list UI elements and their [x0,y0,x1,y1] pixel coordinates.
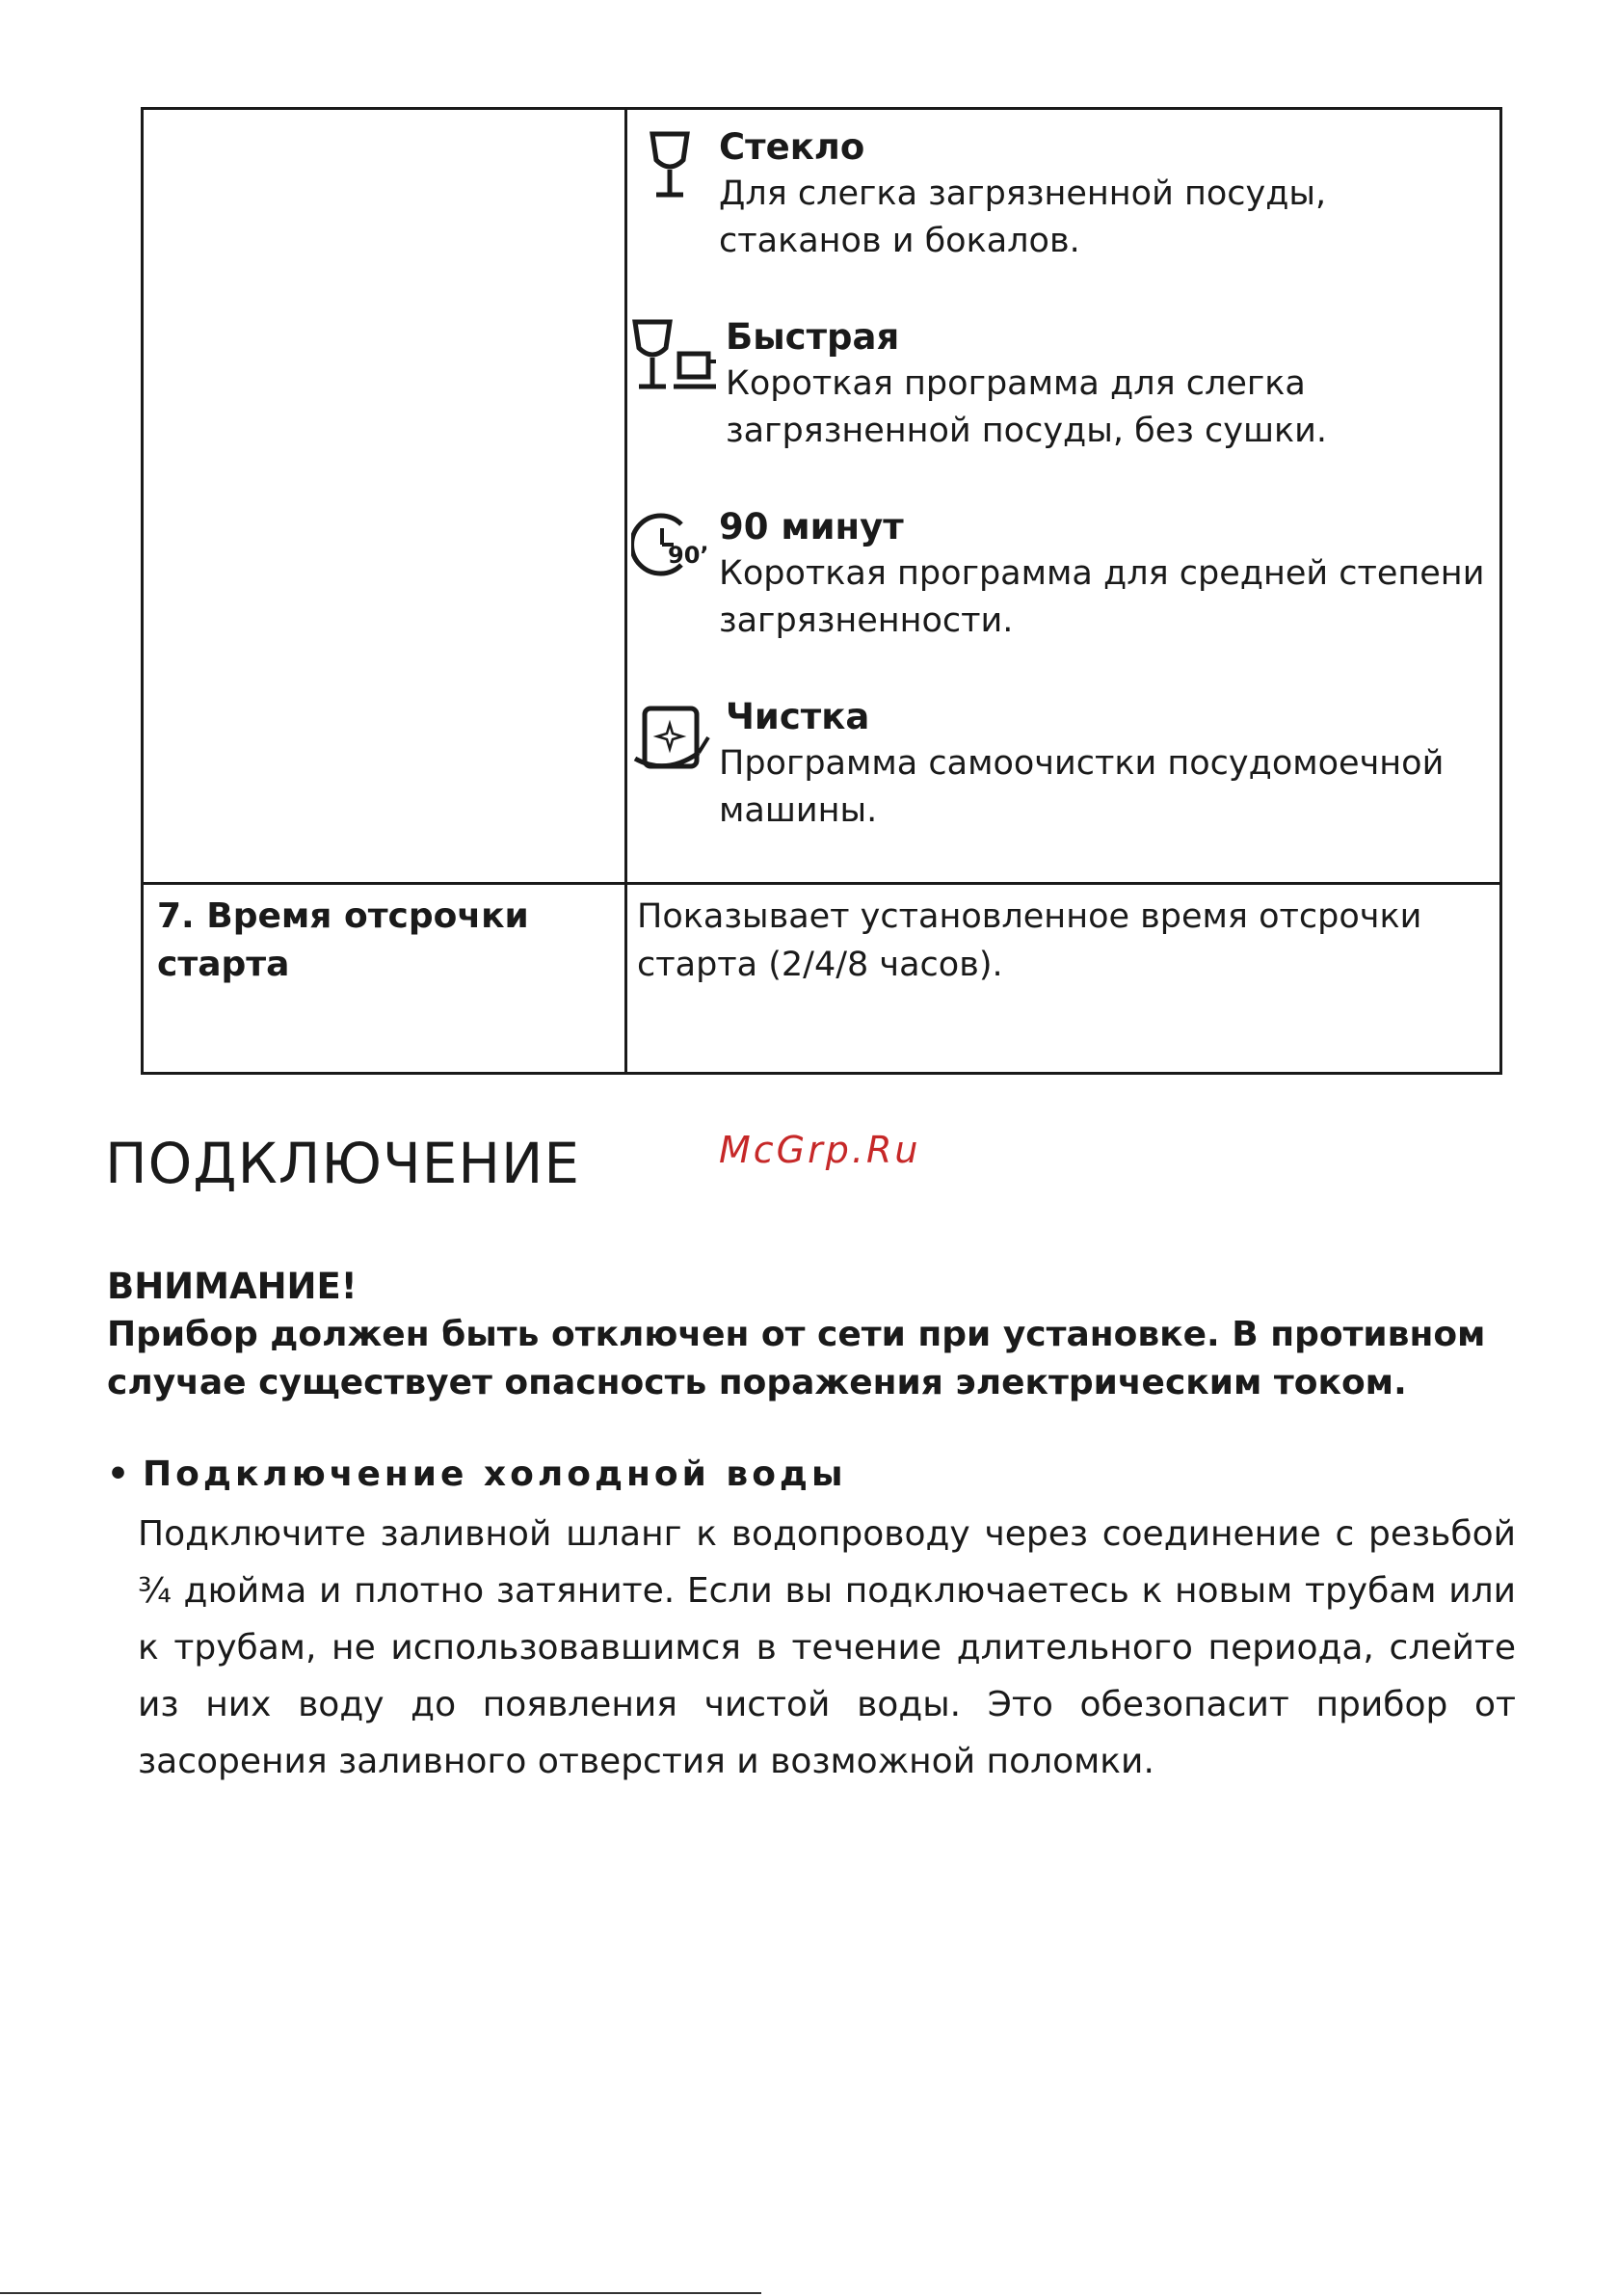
bullet-heading [107,1451,847,1499]
section-heading: ПОДКЛЮЧЕНИЕ [105,1131,581,1196]
table-column-divider [624,110,627,1072]
watermark: McGrp.Ru [719,1129,921,1171]
program-title: Быстрая [726,316,900,358]
program-description: Короткая программа для средней степени загрязненности. [719,554,1485,640]
bullet-title: Подключение холодной воды [143,1455,847,1494]
clock-90-label: 90’ [668,542,709,569]
program-description: Программа самоочистки посудомоечной машины. [719,744,1445,830]
program-title: Стекло [719,126,865,168]
self-clean-icon [631,703,720,780]
program-title: 90 минут [719,506,904,547]
program-description [726,360,1497,455]
warning-title: ВНИМАНИЕ! [107,1266,358,1307]
clock-90-icon [631,509,720,580]
glass-and-cup-icon [631,319,720,394]
table-row-divider [144,882,1499,885]
bullet-marker: • [107,1455,130,1494]
program-description: Для слегка загрязненной посуды, стаканов и бокалов. [719,174,1327,260]
program-description-text: Короткая программа для слегка загрязненной посуды, без сушки. [726,364,1327,450]
warning-text: Прибор должен быть отключен от сети при установке. В противном случае существует опасность поражения электрическим током. [107,1315,1486,1402]
programs-table [141,107,1502,1075]
program-title: Чистка [726,696,870,737]
bullet-paragraph: Подключите заливной шланг к водопроводу через соединение с резьбой ¾ дюйма и плотно затяните. Если вы подключаетесь к новым трубам или к трубам, не использовавшимся в течение длительного периода, слейте из них воду до появления чистой воды. Это обезопасит прибор от засорения заливного отверстия и возможной поломки. [138,1514,1516,1781]
row-label-delay-start: 7. Время отсрочки старта [157,896,529,984]
wine-glass-icon [649,131,691,200]
page-bottom-rule [0,2292,761,2294]
row-description-delay-start: Показывает установленное время отсрочки старта (2/4/8 часов). [637,897,1422,984]
